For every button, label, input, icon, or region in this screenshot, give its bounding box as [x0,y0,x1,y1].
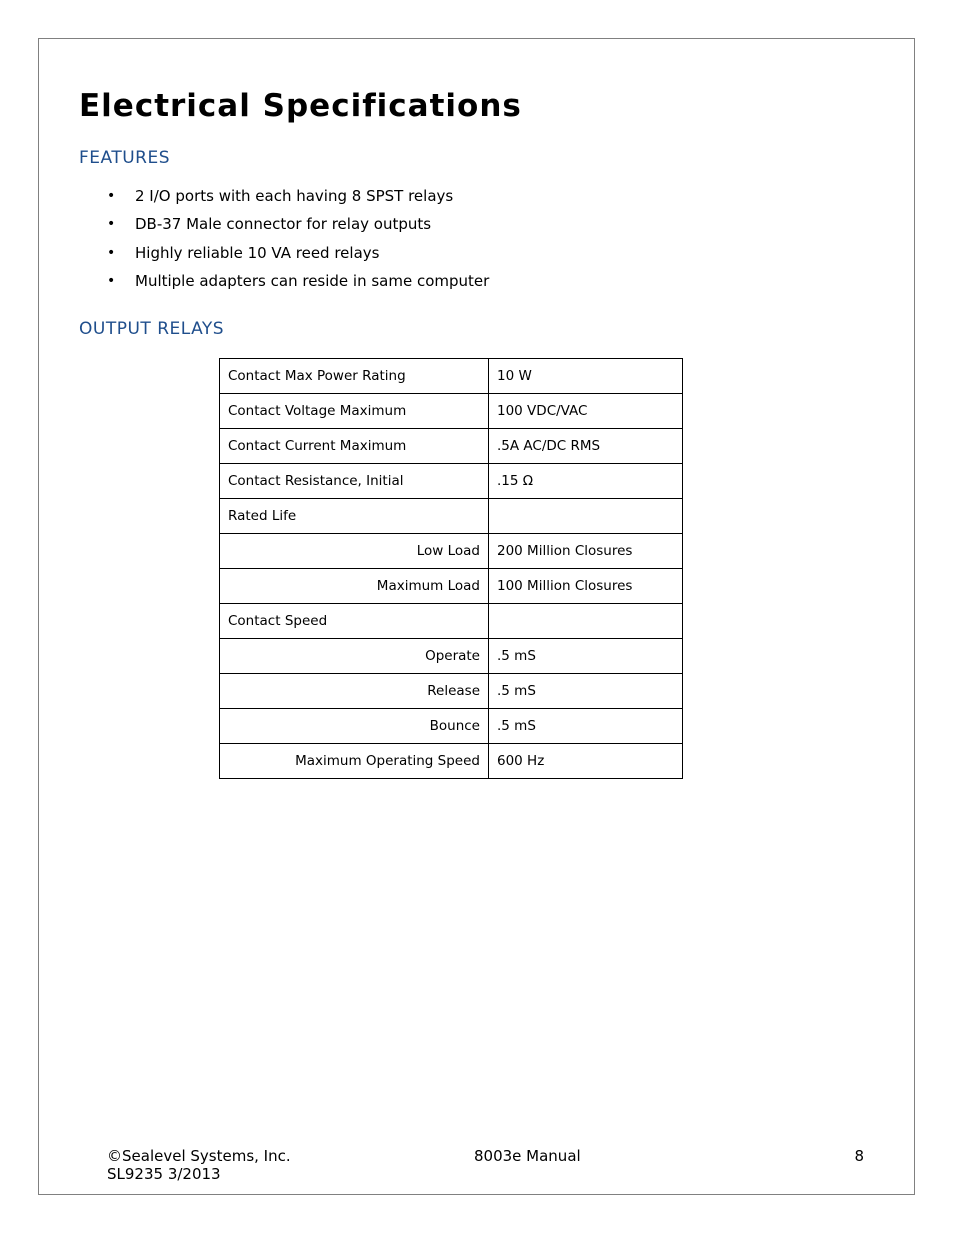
table-row [220,464,683,499]
footer-copyright: ©Sealevel Systems, Inc. [107,1147,291,1165]
bullet-icon: • [107,272,116,289]
feature-text: Multiple adapters can reside in same computer [135,271,490,290]
parameter-cell: Contact Speed [220,604,489,639]
value-cell [489,604,683,639]
features-list [107,184,489,297]
table-row [220,394,683,429]
table-row [220,429,683,464]
table-row [220,604,683,639]
list-item [107,241,489,269]
parameter-cell: Low Load [220,534,489,569]
parameter-cell: Bounce [220,709,489,744]
table-row [220,709,683,744]
value-cell: .5 mS [489,674,683,709]
table-row [220,569,683,604]
parameter-cell: Maximum Operating Speed [220,744,489,779]
list-item [107,212,489,240]
parameter-cell: Contact Resistance, Initial [220,464,489,499]
list-item [107,184,489,212]
value-cell: 200 Million Closures [489,534,683,569]
table-row [220,359,683,394]
value-cell: 10 W [489,359,683,394]
footer-left [107,1147,291,1183]
table-row [220,639,683,674]
value-cell: .5 mS [489,639,683,674]
bullet-icon: • [107,244,116,261]
value-cell [489,499,683,534]
list-item [107,269,489,297]
bullet-icon: • [107,188,116,204]
feature-text: Highly reliable 10 VA reed relays [135,243,380,262]
table-row [220,499,683,534]
parameter-cell: Operate [220,639,489,674]
parameter-cell: Contact Voltage Maximum [220,394,489,429]
parameter-cell: Contact Max Power Rating [220,359,489,394]
value-cell: 100 Million Closures [489,569,683,604]
value-cell: .5 mS [489,709,683,744]
value-cell: .15 Ω [489,464,683,499]
value-cell: 600 Hz [489,744,683,779]
footer-doc-code: SL9235 3/2013 [107,1165,221,1183]
parameter-cell: Contact Current Maximum [220,429,489,464]
value-cell: 100 VDC/VAC [489,394,683,429]
page-title: Electrical Specifications [79,88,522,124]
feature-text: DB-37 Male connector for relay outputs [135,215,432,234]
output-relays-table [219,358,683,779]
feature-text: 2 I/O ports with each having 8 SPST relays [135,187,454,205]
parameter-cell: Maximum Load [220,569,489,604]
value-cell: .5A AC/DC RMS [489,429,683,464]
parameter-cell: Release [220,674,489,709]
footer-page-number: 8 [854,1147,864,1165]
bullet-icon: • [107,216,116,233]
table-row [220,534,683,569]
table-row [220,744,683,779]
table-row [220,674,683,709]
footer-manual-name: 8003e Manual [474,1147,581,1165]
output-relays-heading: OUTPUT RELAYS [79,319,225,339]
features-heading: FEATURES [79,148,171,168]
parameter-cell: Rated Life [220,499,489,534]
